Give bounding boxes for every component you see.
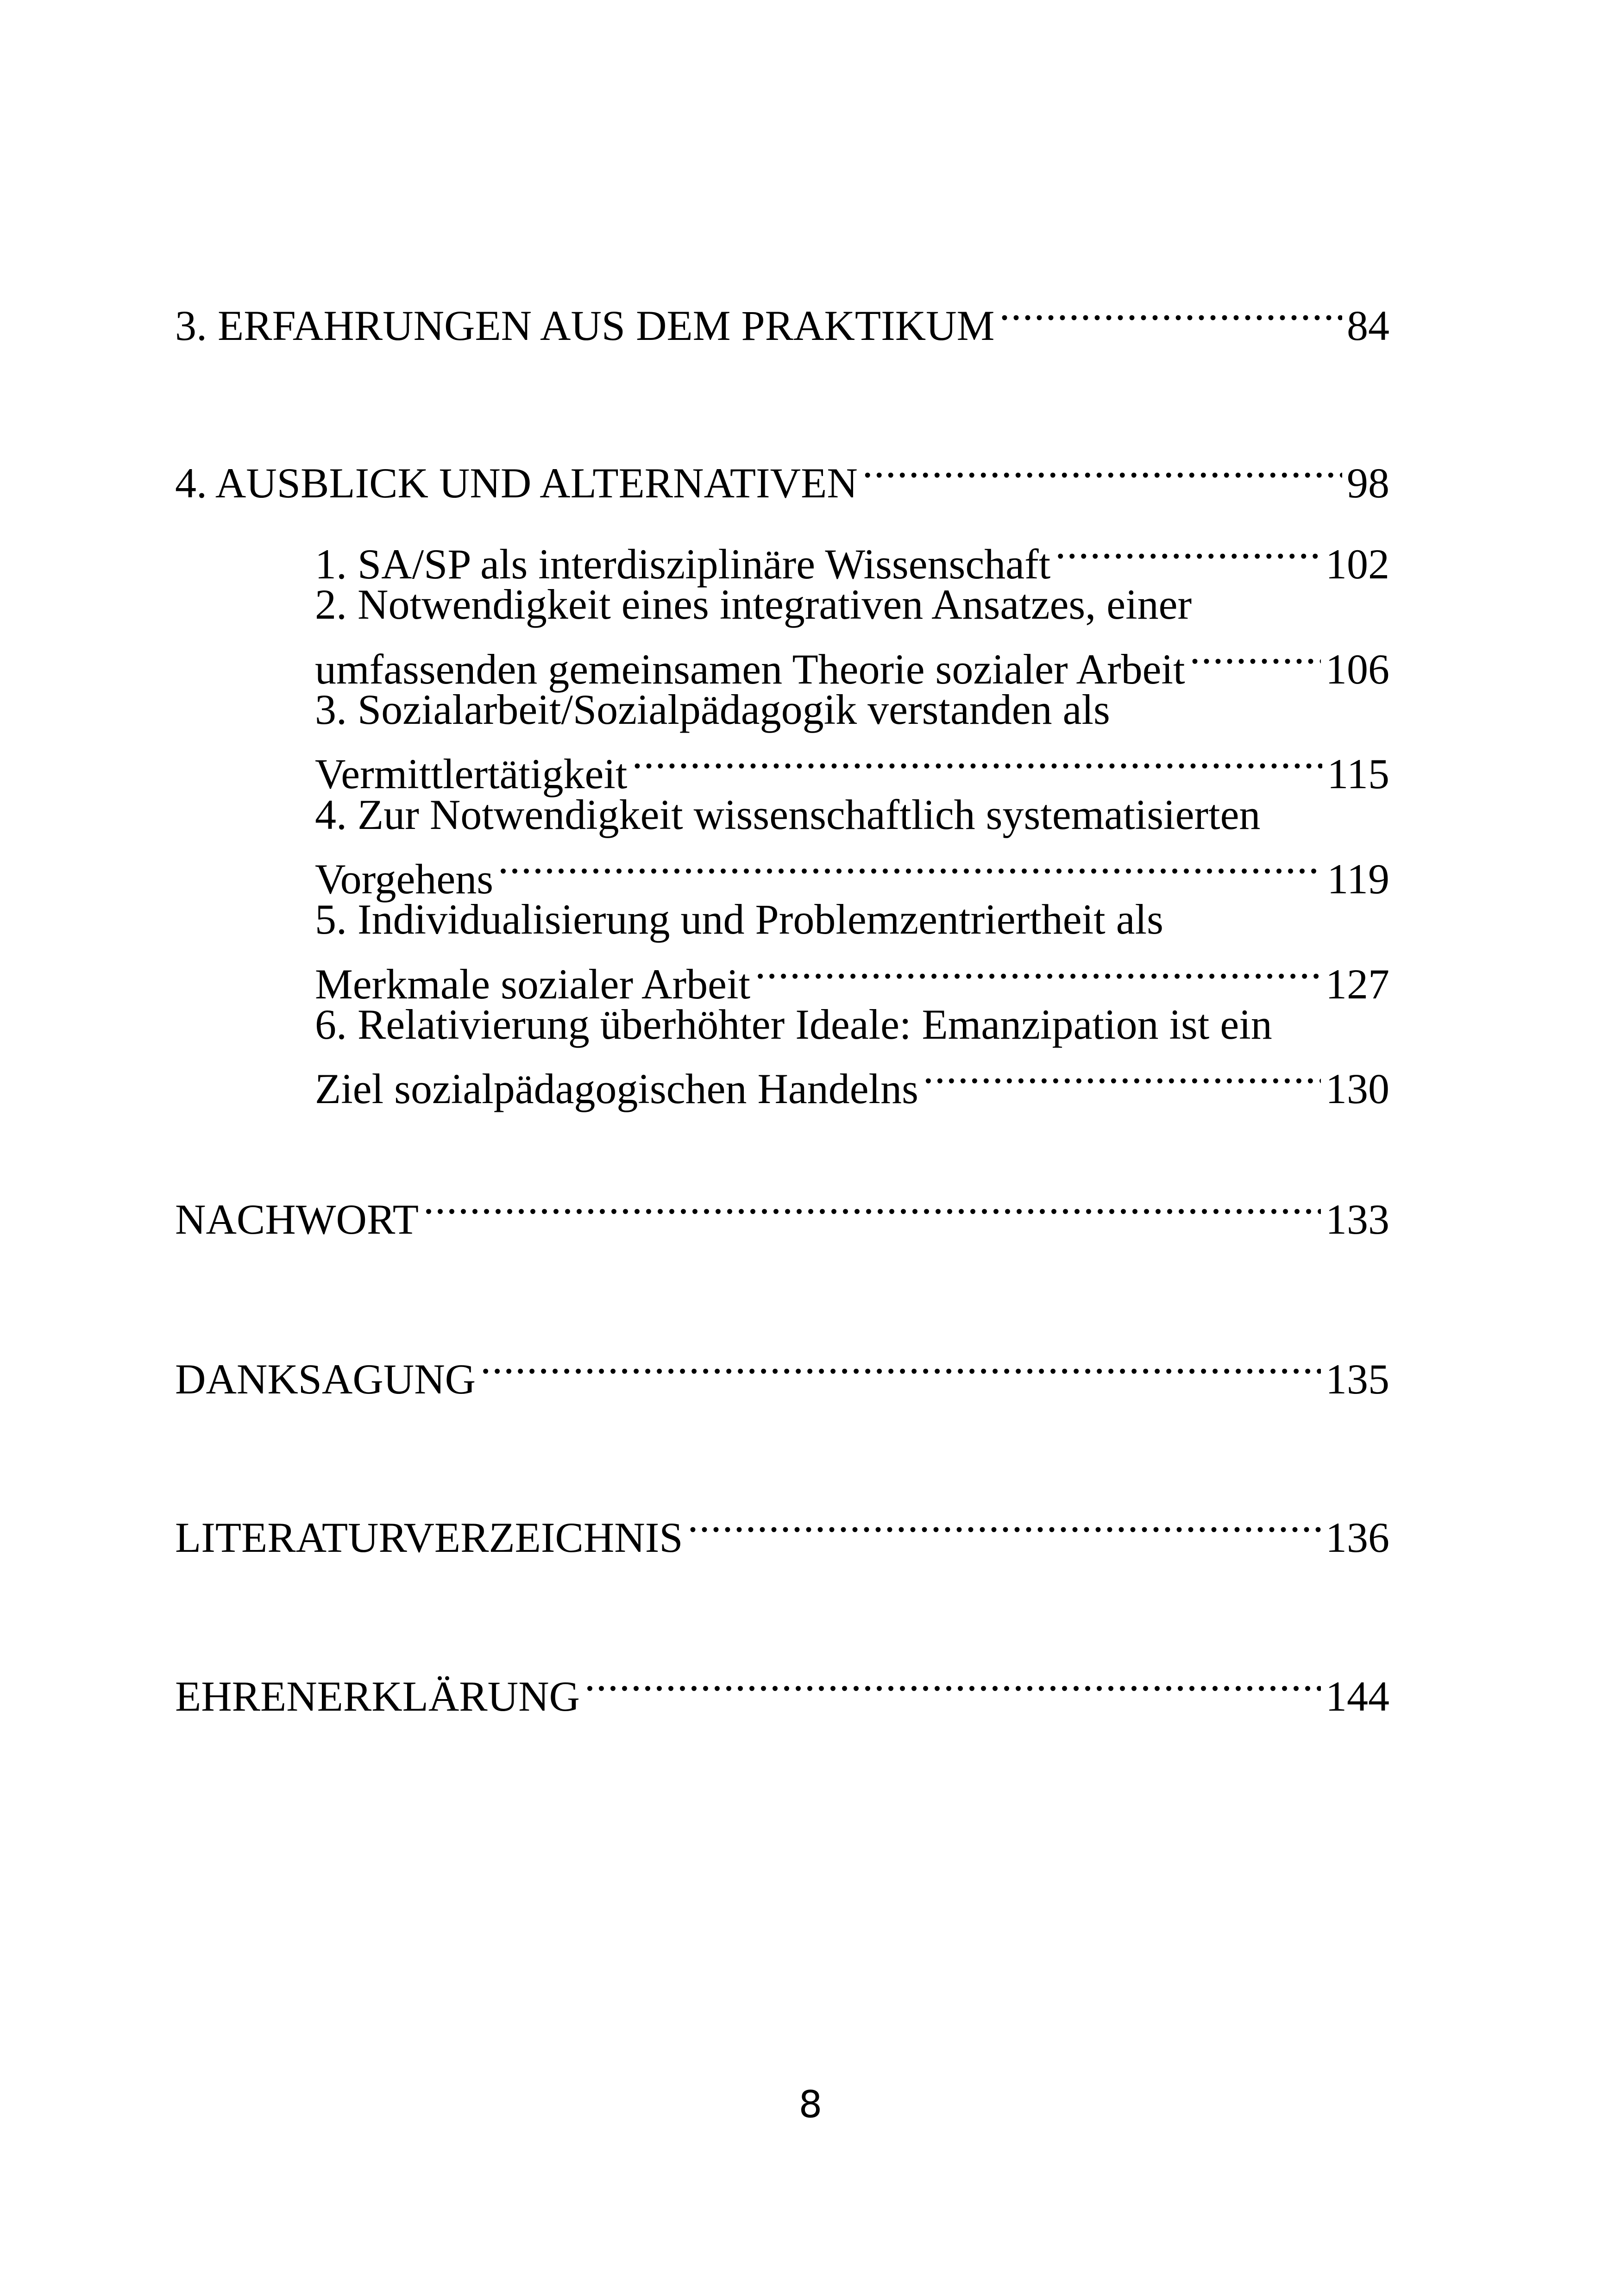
toc-subentry-3-line1: 3. Sozialarbeit/Sozialpädagogik verstanden als (315, 686, 1110, 733)
toc-entry-page: 84 (1347, 302, 1389, 349)
toc-entry-label: NACHWORT (175, 1196, 419, 1243)
toc-entry-label: Ziel sozialpädagogischen Handelns (315, 1065, 918, 1112)
toc-subentry-6[interactable] (315, 1050, 1389, 1115)
toc-entry-page: 130 (1326, 1065, 1389, 1112)
toc-entry-label: 4. AUSBLICK UND ALTERNATIVEN (175, 459, 858, 507)
toc-entry-label: Vermittlertätigkeit (315, 750, 628, 797)
toc-entry-praktikum[interactable] (175, 287, 1389, 352)
toc-entry-label: umfassenden gemeinsamen Theorie sozialer Arbeit (315, 646, 1185, 693)
toc-entry-ehrenerklaerung[interactable] (175, 1658, 1389, 1723)
toc-entry-page: 102 (1326, 540, 1389, 588)
toc-entry-page: 135 (1326, 1355, 1389, 1403)
toc-subentry-6-line1: 6. Relativierung überhöhter Ideale: Emanzipation ist ein (315, 1001, 1272, 1048)
dot-leader (862, 445, 1342, 497)
toc-entry-page: 136 (1326, 1514, 1389, 1561)
dot-leader (688, 1499, 1321, 1552)
toc-subentry-5-line1: 5. Individualisierung und Problemzentriertheit als (315, 896, 1163, 943)
toc-entry-page: 106 (1326, 646, 1389, 693)
toc-entry-label: 1. SA/SP als interdisziplinäre Wissenschaft (315, 540, 1051, 588)
toc-entry-literaturverzeichnis[interactable] (175, 1499, 1389, 1564)
dot-leader (999, 287, 1342, 340)
toc-entry-ausblick[interactable] (175, 445, 1389, 509)
toc-entry-label: LITERATURVERZEICHNIS (175, 1514, 683, 1561)
toc-entry-page: 119 (1327, 855, 1389, 903)
toc-subentry-4-line1: 4. Zur Notwendigkeit wissenschaftlich systematisierten (315, 791, 1261, 838)
toc-entry-label: DANKSAGUNG (175, 1355, 476, 1403)
toc-subentry-2-line1: 2. Notwendigkeit eines integrativen Ansatzes, einer (315, 581, 1192, 628)
dot-leader (923, 1050, 1321, 1103)
dot-leader (480, 1341, 1321, 1393)
dot-leader (632, 735, 1322, 788)
dot-leader (584, 1658, 1321, 1711)
toc-entry-page: 98 (1347, 459, 1389, 507)
toc-entry-page: 115 (1327, 750, 1389, 797)
dot-leader (1055, 526, 1321, 578)
dot-leader (423, 1181, 1321, 1234)
toc-entry-label: Merkmale sozialer Arbeit (315, 960, 751, 1008)
toc-entry-danksagung[interactable] (175, 1341, 1389, 1405)
dot-leader (1190, 631, 1321, 684)
dot-leader (755, 946, 1321, 998)
toc-entry-page: 127 (1326, 960, 1389, 1008)
toc-entry-label: 3. ERFAHRUNGEN AUS DEM PRAKTIKUM (175, 302, 995, 349)
dot-leader (498, 841, 1322, 893)
toc-entry-label: Vorgehens (315, 855, 494, 903)
page-number: 8 (798, 2083, 823, 2126)
toc-entry-page: 144 (1326, 1673, 1389, 1720)
toc-entry-nachwort[interactable] (175, 1181, 1389, 1246)
toc-entry-label: EHRENERKLÄRUNG (175, 1673, 580, 1720)
toc-entry-page: 133 (1326, 1196, 1389, 1243)
